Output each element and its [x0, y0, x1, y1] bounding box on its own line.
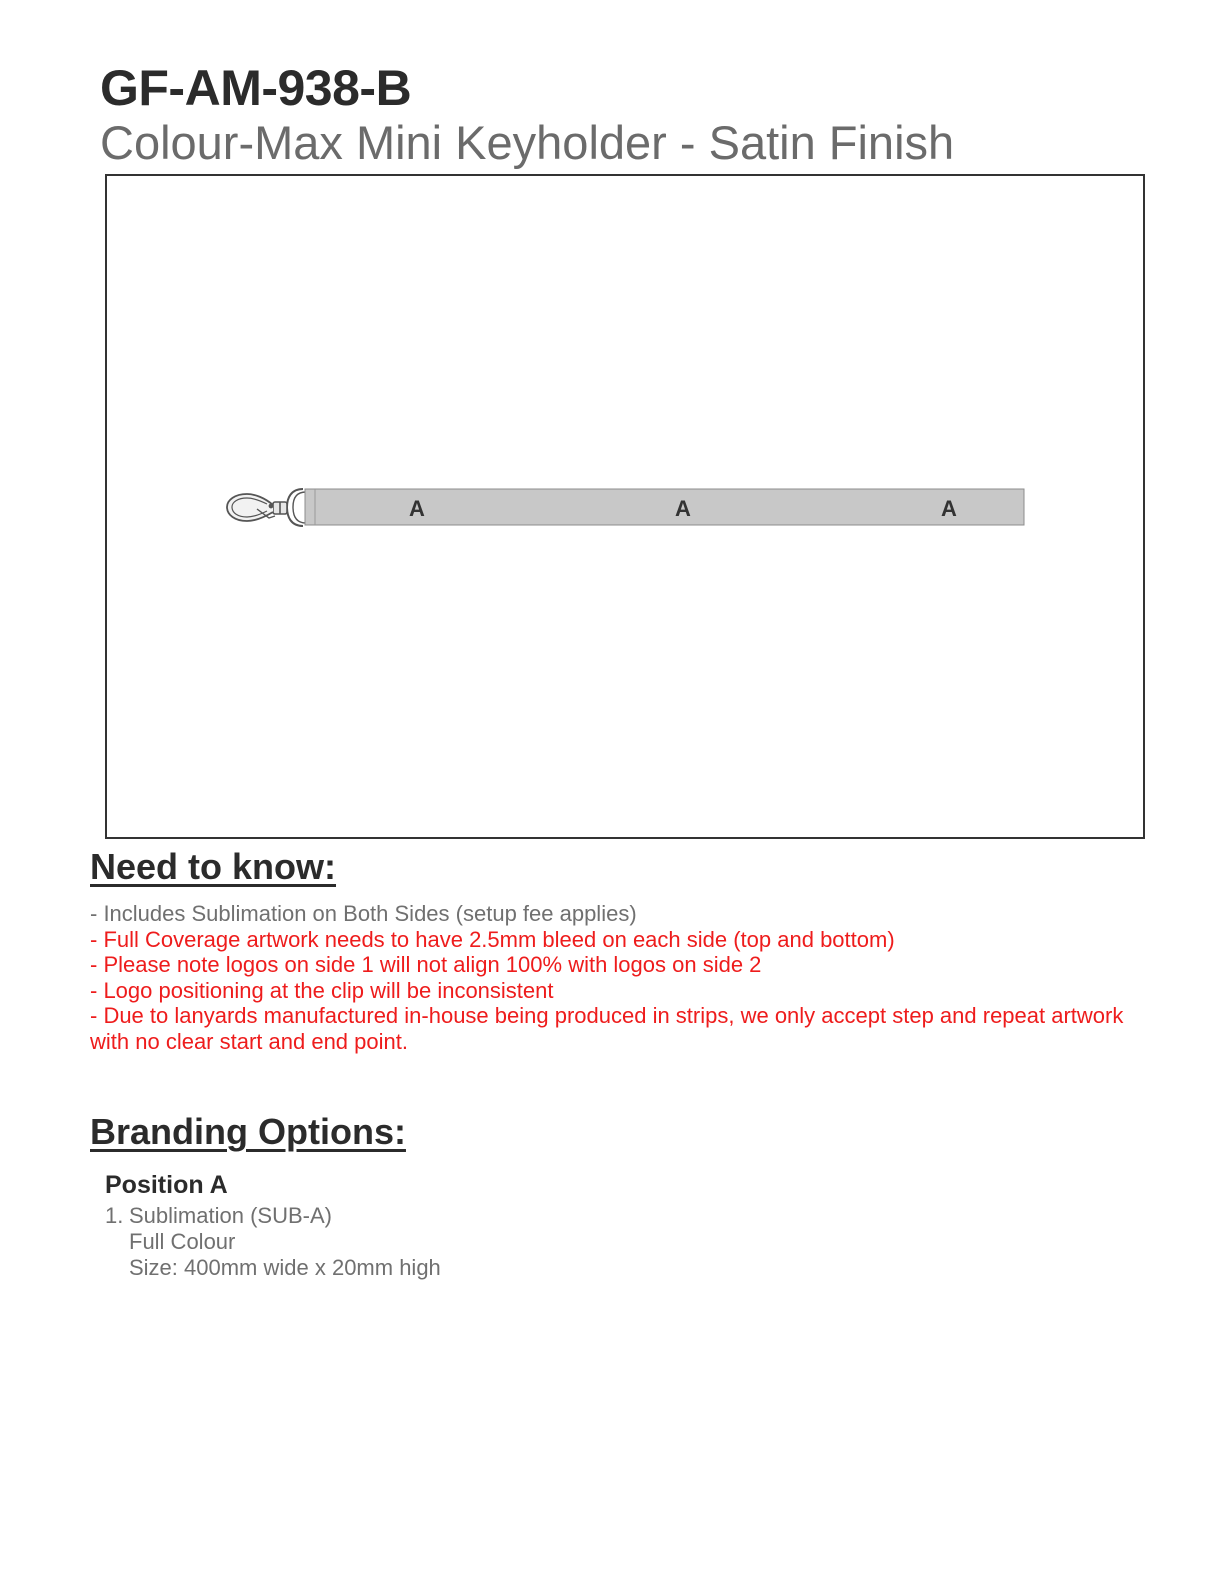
- position-label-a-1: A: [409, 496, 425, 521]
- position-label-a-2: A: [675, 496, 691, 521]
- note-item: - Logo positioning at the clip will be inconsistent: [90, 977, 554, 1003]
- product-name: Colour-Max Mini Keyholder - Satin Finish: [100, 116, 955, 169]
- note-item: - Please note logos on side 1 will not align 100% with logos on side 2: [90, 952, 762, 978]
- note-item: - Due to lanyards manufactured in-house being produced in strips, we only accept step and repeat artwork with no clear start and end point.: [90, 1003, 1124, 1054]
- need-to-know-heading: Need to know:: [90, 846, 337, 887]
- position-a-title: Position A: [105, 1171, 228, 1199]
- branding-option-1: [105, 1203, 441, 1281]
- option-number: 1.: [105, 1203, 124, 1228]
- swivel-clip-icon: [227, 489, 306, 526]
- position-label-a-3: A: [941, 496, 957, 521]
- note-item: - Full Coverage artwork needs to have 2.5mm bleed on each side (top and bottom): [90, 926, 895, 952]
- need-to-know-list: [90, 901, 1140, 1055]
- option-size: Size: 400mm wide x 20mm high: [129, 1255, 441, 1280]
- branding-options-heading: Branding Options:: [90, 1111, 406, 1152]
- option-method: Sublimation (SUB-A): [129, 1203, 332, 1228]
- product-illustration-frame: [105, 174, 1145, 839]
- option-colour: Full Colour: [129, 1229, 236, 1254]
- product-code: GF-AM-938-B: [100, 60, 412, 116]
- note-item: - Includes Sublimation on Both Sides (setup fee applies): [90, 901, 637, 926]
- product-illustration: [107, 176, 1143, 837]
